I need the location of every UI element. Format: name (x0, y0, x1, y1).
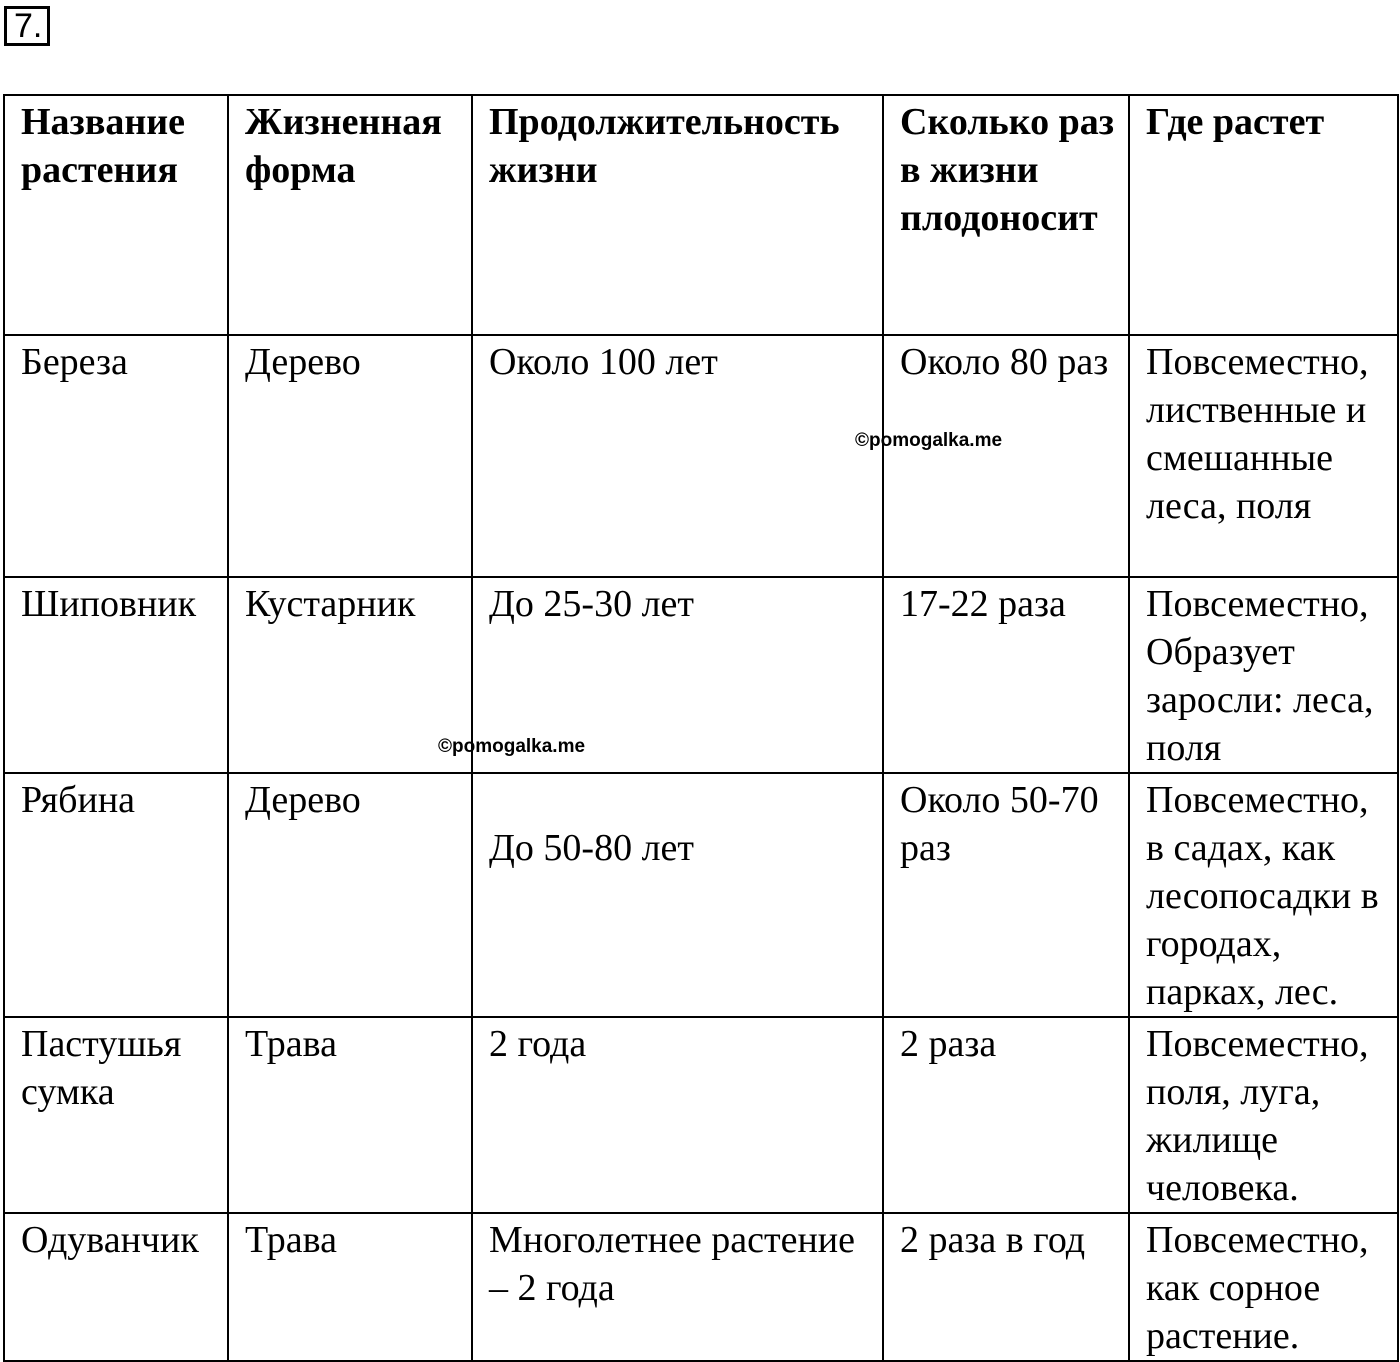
table-row (4, 1017, 1398, 1213)
cell-lifespan: 2 года (472, 1017, 883, 1213)
cell-plant-name: Рябина (4, 773, 228, 1017)
cell-lifespan: До 50-80 лет (472, 773, 883, 1017)
cell-lifespan: Около 100 лет (472, 335, 883, 577)
cell-plant-name: Одуванчик (4, 1213, 228, 1361)
cell-habitat: Повсеместно, поля, луга, жилище человека. (1129, 1017, 1398, 1213)
header-cell-lifespan: Продолжительность жизни (472, 95, 883, 335)
cell-habitat: Повсеместно, в садах, как лесопосадки в городах, парках, лес. (1129, 773, 1398, 1017)
cell-life-form: Трава (228, 1213, 472, 1361)
cell-lifespan: Многолетнее растение – 2 года (472, 1213, 883, 1361)
cell-plant-name: Шиповник (4, 577, 228, 773)
header-cell-habitat: Где растет (1129, 95, 1398, 335)
watermark: ©pomogalka.me (438, 736, 586, 757)
cell-life-form: Трава (228, 1017, 472, 1213)
table-row (4, 773, 1398, 1017)
cell-fruiting-count: 2 раза в год (883, 1213, 1129, 1361)
header-cell-plant-name: Название растения (4, 95, 228, 335)
table-row (4, 335, 1398, 577)
header-cell-fruiting-count: Сколько раз в жизни плодоносит (883, 95, 1129, 335)
cell-plant-name: Пастушья сумка (4, 1017, 228, 1213)
header-cell-life-form: Жизненная форма (228, 95, 472, 335)
cell-fruiting-count: Около 50-70 раз (883, 773, 1129, 1017)
cell-fruiting-count: Около 80 раз (883, 335, 1129, 577)
cell-habitat: Повсеместно, лиственные и смешанные леса, поля (1129, 335, 1398, 577)
table-row (4, 577, 1398, 773)
cell-life-form: Кустарник (228, 577, 472, 773)
cell-fruiting-count: 2 раза (883, 1017, 1129, 1213)
cell-habitat: Повсеместно, как сорное растение. (1129, 1213, 1398, 1361)
table-row (4, 1213, 1398, 1361)
cell-lifespan: До 25-30 лет (472, 577, 883, 773)
table-header-row (4, 95, 1398, 335)
watermark: ©pomogalka.me (855, 430, 1003, 451)
cell-fruiting-count: 17-22 раза (883, 577, 1129, 773)
cell-plant-name: Береза (4, 335, 228, 577)
task-number: 7. (4, 6, 50, 46)
plants-table (3, 94, 1399, 1362)
cell-life-form: Дерево (228, 335, 472, 577)
cell-life-form: Дерево (228, 773, 472, 1017)
cell-habitat: Повсеместно, Образует заросли: леса, поля (1129, 577, 1398, 773)
